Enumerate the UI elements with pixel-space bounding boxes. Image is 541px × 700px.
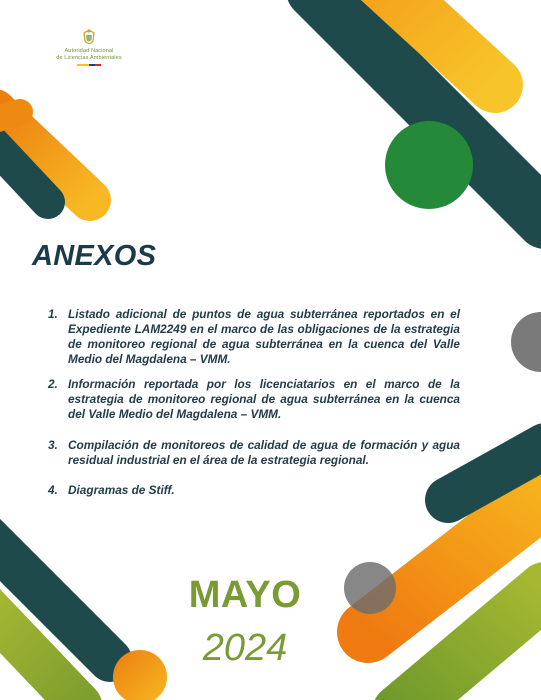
flag-stripe: [44, 64, 134, 66]
list-item: [48, 483, 460, 498]
page-title: ANEXOS: [32, 240, 157, 272]
annex-list: [48, 307, 460, 498]
coat-of-arms-icon: [81, 28, 97, 48]
list-item-text: Listado adicional de puntos de agua subterránea reportados en el Expediente LAM2249 en el marco de las obligaciones de la estrategia de monitoreo regional de agua subterránea en la cuenca del Valle Medio del Magdalena – VMM.: [68, 307, 460, 366]
list-item-text: Diagramas de Stiff.: [68, 483, 175, 497]
circle-gray-right: [511, 312, 541, 372]
date-month: MAYO: [188, 574, 302, 616]
list-item-number: 2.: [48, 377, 58, 391]
list-item-text: Compilación de monitoreos de calidad de agua de formación y agua residual industrial en el área de la estrategia regional.: [68, 438, 460, 467]
list-item: [48, 307, 460, 367]
circle-gray-bottom: [344, 562, 396, 614]
flag-yellow: [77, 64, 89, 66]
date-year: 2024: [202, 627, 288, 669]
circle-green: [385, 121, 473, 209]
logo-line-2: de Licencias Ambientales: [56, 55, 122, 61]
list-item-number: 1.: [48, 307, 58, 321]
list-item: [48, 438, 460, 468]
list-item-number: 4.: [48, 483, 58, 497]
agency-logo: [44, 28, 134, 66]
list-item-number: 3.: [48, 438, 58, 452]
band-top-left-orange: [0, 112, 20, 120]
list-item: [48, 377, 460, 422]
logo-line-1: Autoridad Nacional: [64, 48, 114, 54]
list-item-text: Información reportada por los licenciatarios en el marco de la estrategia de monitoreo regional de agua subterránea en la cuenca del Valle Medio del Magdalena – VMM.: [68, 377, 460, 421]
flag-red: [95, 64, 101, 66]
